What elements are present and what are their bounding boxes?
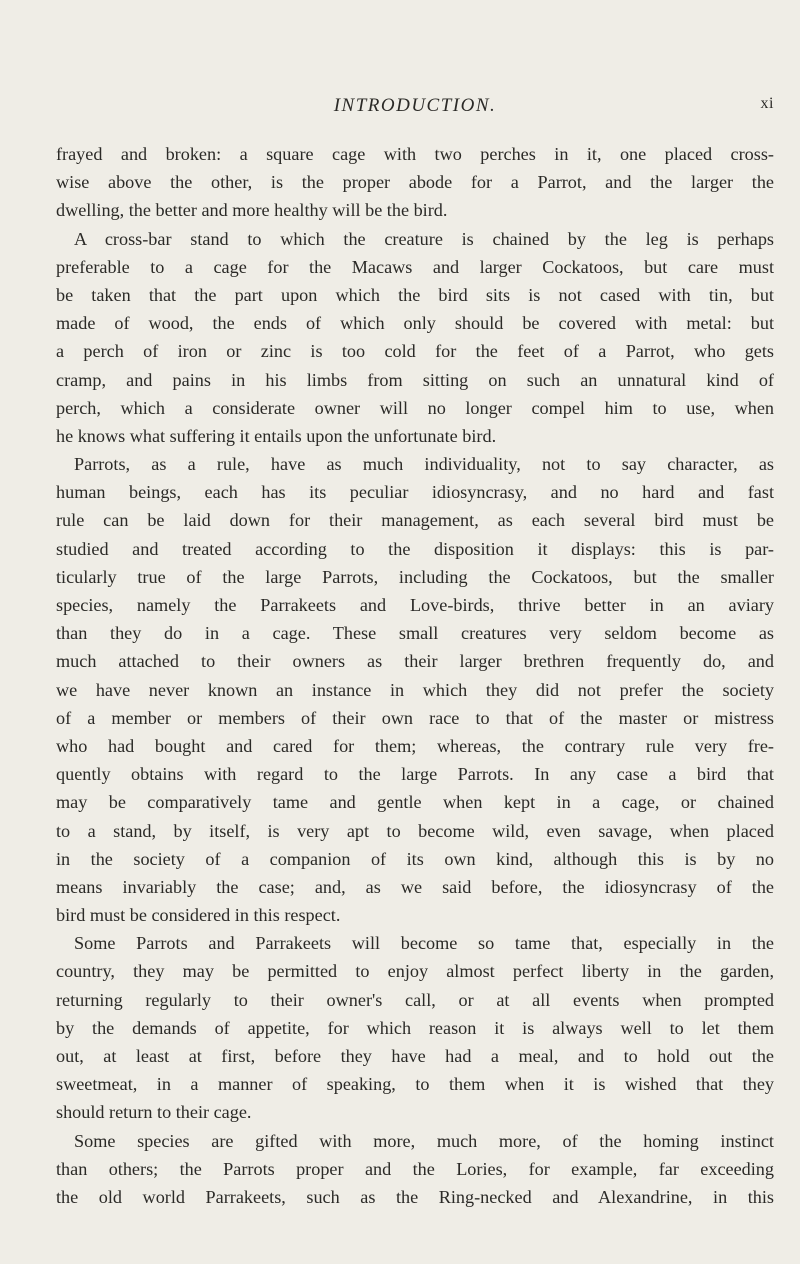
text-line: frayed and broken: a square cage with two perches in it, one placed cross- <box>56 144 774 164</box>
text-line: rule can be laid down for their management, as each several bird must be <box>56 510 774 531</box>
text-line: made of wood, the ends of which only should be covered with metal: but <box>56 313 774 334</box>
text-line: Some species are gifted with more, much more, of the homing instinct <box>74 1130 774 1151</box>
text-line: may be comparatively tame and gentle when kept in a cage, or chained <box>56 792 774 813</box>
text-line: who had bought and cared for them; whereas, the contrary rule very fre- <box>56 735 774 756</box>
text-line: ticularly true of the large Parrots, including the Cockatoos, but the smaller <box>56 566 774 587</box>
text-line: preferable to a cage for the Macaws and larger Cockatoos, but care must <box>56 256 774 277</box>
text-line: he knows what suffering it entails upon the unfortunate bird. <box>56 425 497 446</box>
text-line: much attached to their owners as their larger brethren frequently do, and <box>56 651 774 672</box>
text-line: of a member or members of their own race to that of the master or mistress <box>56 707 774 728</box>
text-line: wise above the other, is the proper abode for a Parrot, and the larger the <box>56 172 774 193</box>
text-line: out, at least at first, before they have had a meal, and to hold out the <box>56 1046 774 1066</box>
running-title: INTRODUCTION. <box>333 95 497 116</box>
text-line: dwelling, the better and more healthy will be the bird. <box>56 200 448 221</box>
text-line: A cross-bar stand to which the creature is chained by the leg is perhaps <box>74 228 774 249</box>
text-line: sweetmeat, in a manner of speaking, to them when it is wished that they <box>56 1074 774 1095</box>
text-line: cramp, and pains in his limbs from sitting on such an unnatural kind of <box>56 369 774 390</box>
text-line: Some Parrots and Parrakeets will become so tame that, especially in the <box>74 933 774 954</box>
text-line: we have never known an instance in which they did not prefer the society <box>56 679 774 700</box>
text-line: means invariably the case; and, as we said before, the idiosyncrasy of the <box>56 876 774 897</box>
text-line: be taken that the part upon which the bird sits is not cased with tin, but <box>56 284 774 305</box>
body-text <box>56 140 774 1211</box>
page-header <box>56 95 774 125</box>
text-line: the old world Parrakeets, such as the Ring-necked and Alexandrine, in this <box>56 1186 774 1207</box>
text-line: than others; the Parrots proper and the Lories, for example, far exceeding <box>56 1158 774 1179</box>
text-line: Parrots, as a rule, have as much individuality, not to say character, as <box>74 454 774 475</box>
text-line: species, namely the Parrakeets and Love-birds, thrive better in an aviary <box>56 595 774 615</box>
text-line: perch, which a considerate owner will no longer compel him to use, when <box>56 397 774 418</box>
text-line: returning regularly to their owner's call, or at all events when prompted <box>56 989 774 1010</box>
text-line: in the society of a companion of its own kind, although this is by no <box>56 848 774 869</box>
text-line: by the demands of appetite, for which reason it is always well to let them <box>56 1017 774 1038</box>
text-line: bird must be considered in this respect. <box>56 905 341 926</box>
text-line: a perch of iron or zinc is too cold for the feet of a Parrot, who gets <box>56 341 774 362</box>
text-line: studied and treated according to the disposition it displays: this is par- <box>56 538 774 559</box>
text-line: than they do in a cage. These small creatures very seldom become as <box>56 623 774 644</box>
text-line: human beings, each has its peculiar idiosyncrasy, and no hard and fast <box>56 482 774 503</box>
text-line: country, they may be permitted to enjoy almost perfect liberty in the garden, <box>56 961 774 982</box>
text-line: should return to their cage. <box>56 1102 252 1123</box>
page-number: xi <box>760 95 774 112</box>
text-line: quently obtains with regard to the large Parrots. In any case a bird that <box>56 764 774 785</box>
text-line: to a stand, by itself, is very apt to become wild, even savage, when placed <box>56 820 774 841</box>
